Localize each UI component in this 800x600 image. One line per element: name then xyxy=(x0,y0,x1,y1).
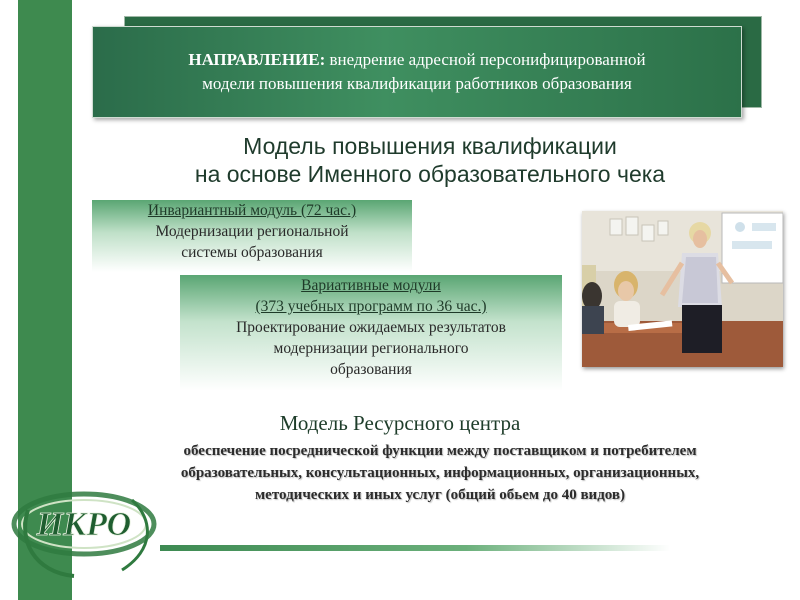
direction-banner xyxy=(92,26,742,118)
classroom-photo xyxy=(582,211,783,367)
heading-line-2: на основе Именного образовательного чека xyxy=(194,161,666,187)
ikro-logo-icon xyxy=(4,480,164,584)
bottom-divider-bar xyxy=(160,545,670,551)
resource-center-description xyxy=(100,440,780,506)
resource-center-line-1: обеспечение посреднической функции между поставщиком и потребителем xyxy=(183,443,697,459)
classroom-photo-image xyxy=(582,211,783,367)
variative-module-title: Вариативные модули xyxy=(301,277,441,294)
banner-line-1 xyxy=(188,48,645,72)
variative-module-subtitle: (373 учебных программ по 36 час.) xyxy=(255,298,487,315)
resource-center-line-3: методических и иных услуг (общий обьем до 40 видов) xyxy=(254,487,626,503)
variative-module-line-3: образования xyxy=(330,361,412,378)
banner-line-1-text: внедрение адресной персонифицированной xyxy=(325,50,646,69)
banner-line-2: модели повышения квалификации работников образования xyxy=(202,74,632,93)
ikro-logo xyxy=(4,480,164,584)
logo-lettering: ИКРО xyxy=(36,506,132,543)
invariant-module-box xyxy=(92,200,412,272)
invariant-module-title: Инвариантный модуль (72 час.) xyxy=(147,202,357,219)
resource-center-title: Модель Ресурсного центра xyxy=(279,411,521,435)
invariant-module-line-1: Модернизации региональной xyxy=(155,223,349,240)
invariant-module-line-2: системы образования xyxy=(181,244,323,261)
banner-label: НАПРАВЛЕНИЕ: xyxy=(188,50,326,69)
variative-module-line-1: Проектирование ожидаемых результатов xyxy=(236,319,506,336)
heading-line-1: Модель повышения квалификации xyxy=(243,133,617,159)
model-heading xyxy=(150,132,710,188)
resource-center-line-2: образовательных, консультационных, информационных, организационных, xyxy=(180,465,700,481)
variative-module-box xyxy=(180,275,562,391)
variative-module-line-2: модернизации регионального xyxy=(273,340,469,357)
